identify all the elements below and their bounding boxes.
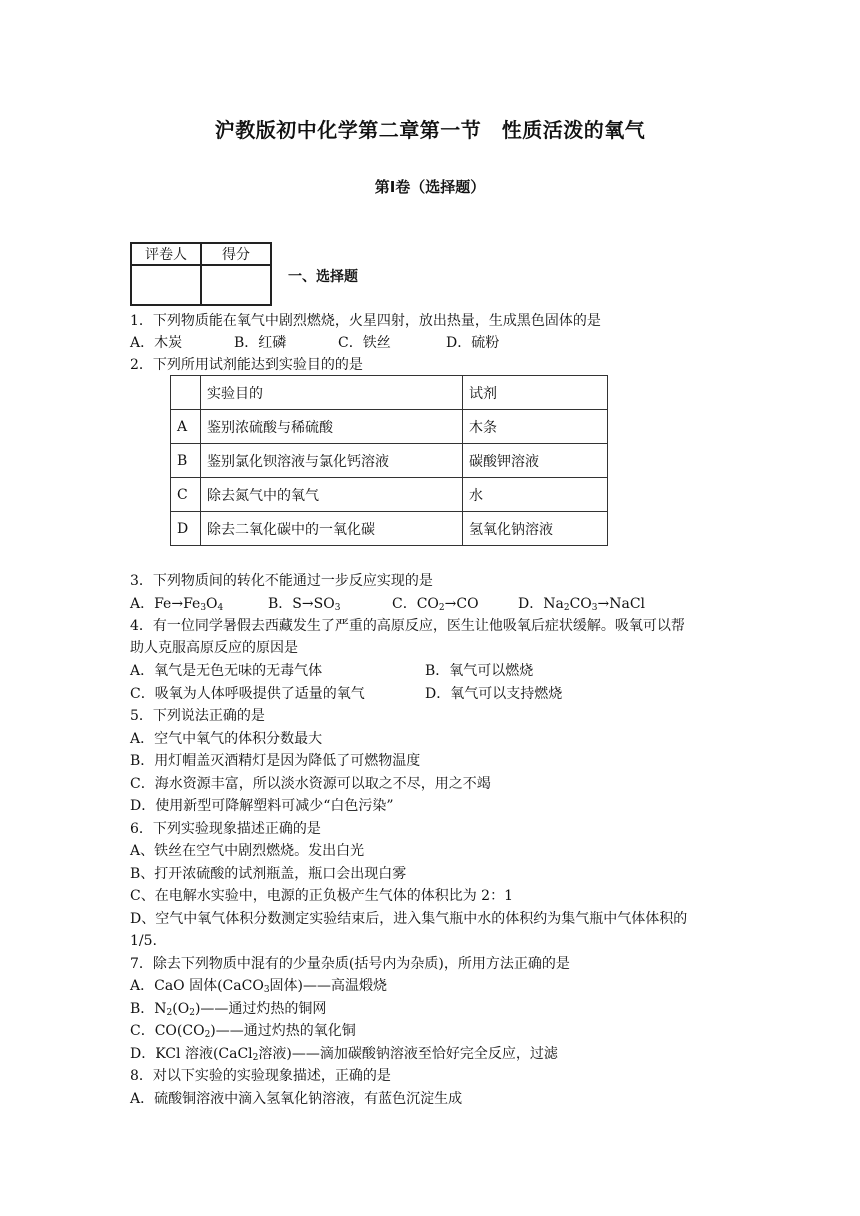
q2-row-label: A <box>171 410 201 444</box>
q3-option-a: A．$Fe\to Fe_3O_4$ <box>130 596 224 613</box>
q3-stem: 3．下列物质间的转化不能通过一步反应实现的是 <box>130 573 433 589</box>
q2-row-purpose: 鉴别氯化钡溶液与氯化钙溶液 <box>201 444 463 478</box>
q7-option-c: C．$CO(CO_2)——$通过灼热的氧化铜 <box>130 1023 356 1040</box>
q3-option-c: C．$CO_2\to CO$ <box>392 596 479 613</box>
q5-option-a: A．空气中氧气的体积分数最大 <box>130 731 323 747</box>
q2-row-label: D <box>171 512 201 546</box>
q2-row-reagent: 氢氧化钠溶液 <box>463 512 608 546</box>
q6-option-b: B、打开浓硫酸的试剂瓶盖，瓶口会出现白雾 <box>130 866 407 882</box>
q2-row-reagent: 水 <box>463 478 608 512</box>
q6-option-a: A、铁丝在空气中剧烈燃烧。发出白光 <box>130 843 365 859</box>
q6-option-c: C、在电解水实验中，电源的正负极产生气体的体积比为 2：1 <box>130 888 513 904</box>
part-title: 第Ⅰ卷（选择题） <box>374 178 486 196</box>
score-header: 得分 <box>201 243 271 265</box>
section-heading: 一、选择题 <box>288 269 358 285</box>
q2-stem: 2．下列所用试剂能达到实验目的的是 <box>130 357 363 373</box>
q6-option-d-continued: 1/5. <box>130 933 157 949</box>
page-title: 沪教版初中化学第二章第一节 性质活泼的氧气 <box>214 118 646 142</box>
q2-row-label: B <box>171 444 201 478</box>
score-table <box>130 242 272 306</box>
q6-stem: 6．下列实验现象描述正确的是 <box>130 821 321 837</box>
q2-header-purpose: 实验目的 <box>201 376 463 410</box>
q6-option-d: D、空气中氧气体积分数测定实验结束后，进入集气瓶中水的体积约为集气瓶中气体体积的 <box>130 911 688 927</box>
q4-stem-line1: 4．有一位同学暑假去西藏发生了严重的高原反应，医生让他吸氧后症状缓解。吸氧可以帮 <box>130 618 685 634</box>
q4-options-row1 <box>130 661 533 681</box>
q2-row-label: C <box>171 478 201 512</box>
q1-option-a: A．木炭 <box>130 335 183 351</box>
reviewer-header: 评卷人 <box>131 243 201 265</box>
q2-header-blank <box>171 376 201 410</box>
q4-option-c: C．吸氧为人体呼吸提供了适量的氧气 <box>130 686 365 702</box>
q1-option-c: C．铁丝 <box>338 335 391 351</box>
q3-option-d: D．$Na_2CO_3\to NaCl$ <box>518 596 646 613</box>
q2-row-purpose: 除去氮气中的氧气 <box>201 478 463 512</box>
q1-option-d: D．硫粉 <box>446 335 500 351</box>
q8-stem: 8．对以下实验的实验现象描述，正确的是 <box>130 1068 391 1084</box>
q7-stem: 7．除去下列物质中混有的少量杂质(括号内为杂质)，所用方法正确的是 <box>130 956 570 972</box>
q7-option-a: A．CaO 固体(CaCO$_3$固体)——高温煅烧 <box>130 978 388 995</box>
q1-stem: 1．下列物质能在氧气中剧烈燃烧，火星四射，放出热量，生成黑色固体的是 <box>130 313 601 329</box>
q2-row-purpose: 鉴别浓硫酸与稀硫酸 <box>201 410 463 444</box>
q4-option-b: B．氧气可以燃烧 <box>425 663 534 679</box>
q1-options <box>130 333 499 353</box>
q7-option-b: B．$N_2(O_2)——$通过灼热的铜网 <box>130 1001 327 1018</box>
q2-row-purpose: 除去二氧化碳中的一氧化碳 <box>201 512 463 546</box>
q4-options-row2 <box>130 684 562 704</box>
q1-option-b: B．红磷 <box>234 335 287 351</box>
q2-header-reagent: 试剂 <box>463 376 608 410</box>
q2-row-reagent: 碳酸钾溶液 <box>463 444 608 478</box>
q5-option-d: D．使用新型可降解塑料可减少“白色污染” <box>130 798 394 814</box>
q3-option-b: B．$S\to SO_3$ <box>268 596 341 613</box>
q4-option-d: D．氧气可以支持燃烧 <box>425 686 563 702</box>
q7-option-d: D．KCl 溶液(CaCl$_2$溶液)——滴加碳酸钠溶液至恰好完全反应，过滤 <box>130 1046 558 1063</box>
q2-row-reagent: 木条 <box>463 410 608 444</box>
q8-option-a: A．硫酸铜溶液中滴入氢氧化钠溶液，有蓝色沉淀生成 <box>130 1091 463 1107</box>
score-cell <box>201 265 271 305</box>
q5-stem: 5．下列说法正确的是 <box>130 708 265 724</box>
q2-table <box>170 375 608 546</box>
q5-option-b: B．用灯帽盖灭酒精灯是因为降低了可燃物温度 <box>130 753 421 769</box>
q4-option-a: A．氧气是无色无味的无毒气体 <box>130 663 323 679</box>
q5-option-c: C．海水资源丰富，所以淡水资源可以取之不尽，用之不竭 <box>130 776 491 792</box>
q3-options <box>130 594 645 614</box>
q4-stem-line2: 助人克服高原反应的原因是 <box>130 640 298 656</box>
reviewer-cell <box>131 265 201 305</box>
